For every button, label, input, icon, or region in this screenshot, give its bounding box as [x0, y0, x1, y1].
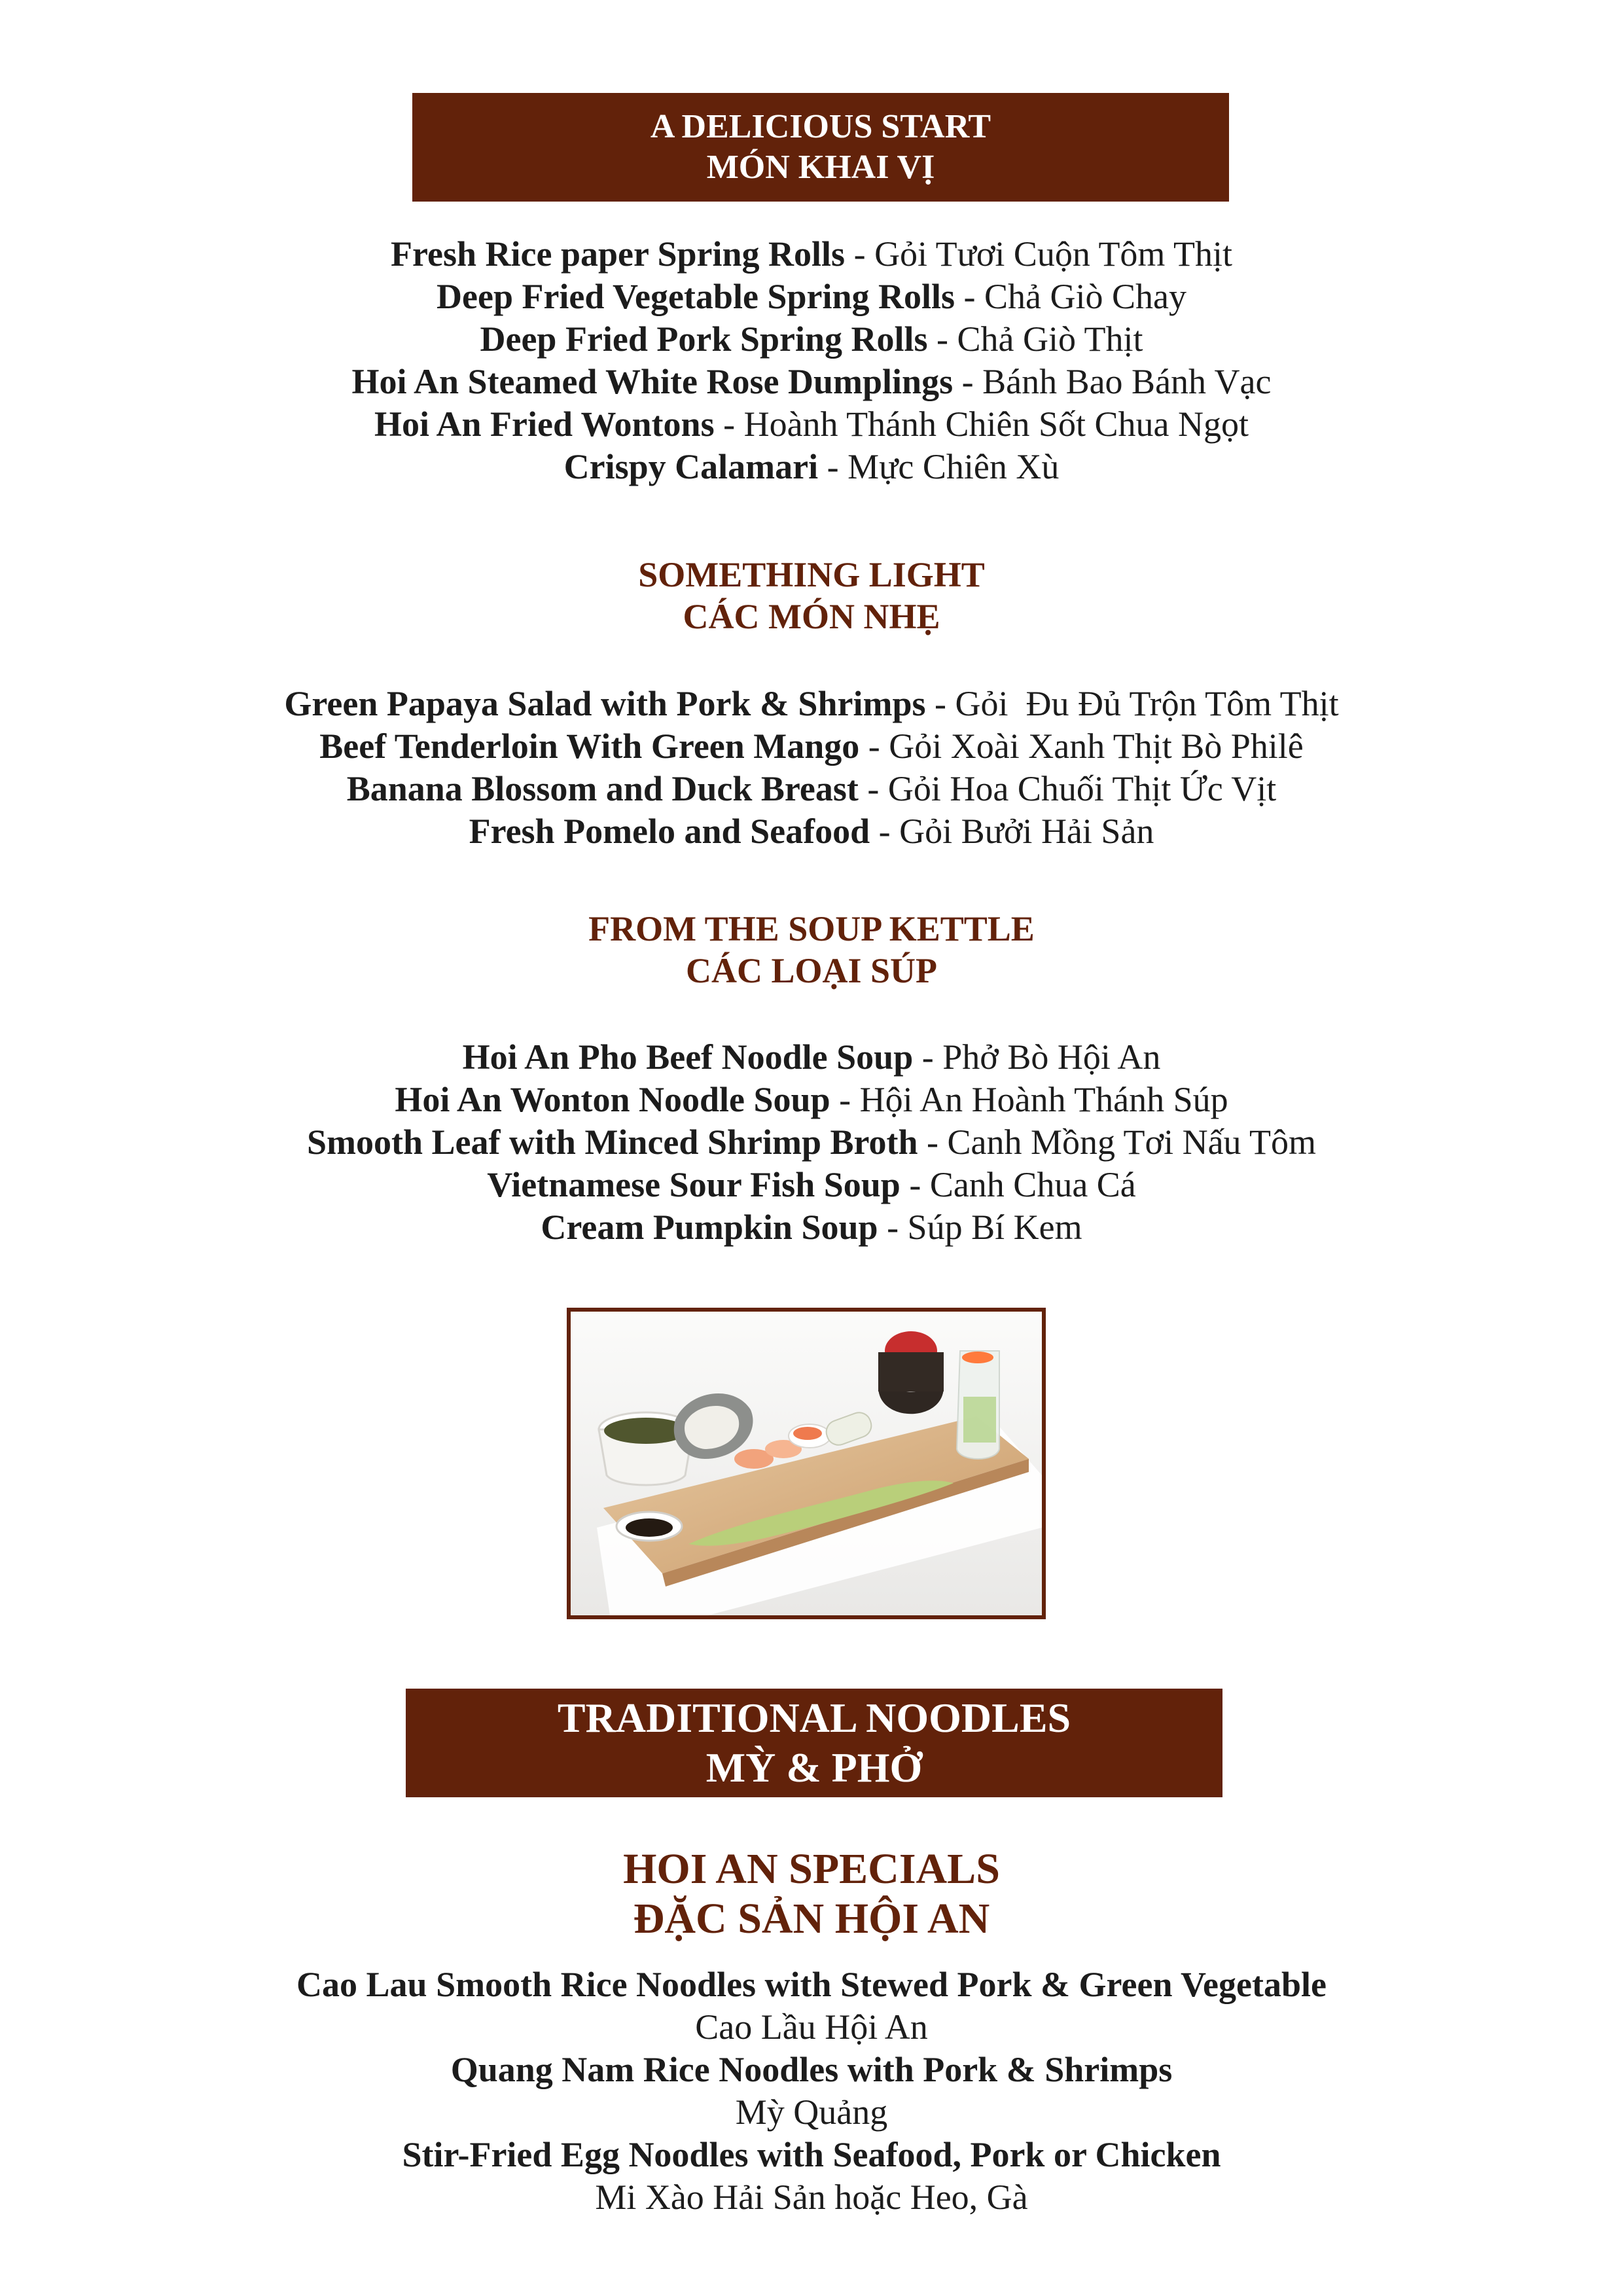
- dish-name-vi: Gỏi Tươi Cuộn Tôm Thịt: [874, 234, 1232, 274]
- menu-item: [0, 446, 1623, 488]
- dish-name-vi: Hội An Hoành Thánh Súp: [859, 1080, 1228, 1119]
- dish-name-vi: Chả Giò Chay: [984, 277, 1186, 316]
- separator: -: [830, 1080, 860, 1119]
- menu-item: [0, 361, 1623, 403]
- menu-list-specials: [0, 1964, 1623, 2219]
- dish-name-en: Green Papaya Salad with Pork & Shrimps: [284, 684, 926, 723]
- section-title-vi: MÓN KHAI VỊ: [706, 149, 935, 186]
- dish-name-vi: Chả Giò Thịt: [957, 319, 1143, 359]
- separator: -: [955, 277, 984, 316]
- dish-name-en: Smooth Leaf with Minced Shrimp Broth: [306, 1122, 918, 1162]
- menu-item: [0, 403, 1623, 446]
- dish-name-vi: Phở Bò Hội An: [942, 1037, 1161, 1077]
- dish-name-vi: Bánh Bao Bánh Vạc: [982, 362, 1272, 401]
- menu-list-starters: [0, 233, 1623, 488]
- section-title-en: HOI AN SPECIALS: [623, 1845, 1000, 1893]
- section-title-en: A DELICIOUS START: [650, 108, 991, 145]
- dish-name-en: Quang Nam Rice Noodles with Pork & Shrimps: [450, 2050, 1173, 2089]
- dish-name-en: Fresh Pomelo and Seafood: [469, 812, 870, 851]
- dish-name-vi: Gỏi Hoa Chuối Thịt Ức Vịt: [887, 769, 1277, 808]
- menu-item: [0, 725, 1623, 768]
- menu-item: [0, 233, 1623, 276]
- dish-name-en: Hoi An Steamed White Rose Dumplings: [351, 362, 954, 401]
- dish-name-en: Hoi An Pho Beef Noodle Soup: [462, 1037, 914, 1077]
- separator: -: [858, 769, 888, 808]
- dish-name-en: Cream Pumpkin Soup: [541, 1208, 878, 1247]
- dish-name-vi: Cao Lầu Hội An: [695, 2007, 928, 2047]
- separator: -: [845, 234, 875, 274]
- dish-name-en: Cao Lau Smooth Rice Noodles with Stewed Pork & Green Vegetable: [296, 1965, 1327, 2004]
- menu-item: [0, 1164, 1623, 1206]
- dish-name-en: Fresh Rice paper Spring Rolls: [391, 234, 846, 274]
- menu-item: [0, 1036, 1623, 1079]
- menu-list-light: [0, 683, 1623, 853]
- separator: -: [900, 1165, 930, 1204]
- separator: -: [870, 812, 900, 851]
- section-heading-specials: [0, 1844, 1623, 1944]
- section-title-vi: ĐẶC SẢN HỘI AN: [633, 1895, 990, 1943]
- dish-name-vi: Canh Chua Cá: [929, 1165, 1136, 1204]
- dish-name-vi: Mỳ Quảng: [735, 2092, 888, 2132]
- menu-item: [0, 2049, 1623, 2134]
- dish-name-en: Stir-Fried Egg Noodles with Seafood, Pork or Chicken: [402, 2135, 1221, 2174]
- separator: -: [714, 404, 744, 444]
- separator: -: [953, 362, 983, 401]
- separator: -: [878, 1208, 908, 1247]
- menu-item: [0, 683, 1623, 725]
- separator: -: [859, 726, 889, 766]
- menu-list-soup: [0, 1036, 1623, 1249]
- section-heading-soup: [0, 908, 1623, 992]
- dish-name-en: Crispy Calamari: [563, 447, 819, 486]
- dish-name-vi: Gỏi Đu Đủ Trộn Tôm Thịt: [955, 684, 1339, 723]
- separator: -: [913, 1037, 943, 1077]
- menu-item: [0, 810, 1623, 853]
- separator: -: [925, 684, 955, 723]
- dish-name-vi: Mực Chiên Xù: [847, 447, 1060, 486]
- separator: -: [918, 1122, 948, 1162]
- section-title-vi: MỲ & PHỞ: [705, 1744, 923, 1791]
- menu-item: [0, 1079, 1623, 1121]
- dish-name-en: Beef Tenderloin With Green Mango: [319, 726, 860, 766]
- menu-item: [0, 318, 1623, 361]
- dish-name-vi: Gỏi Bưởi Hải Sản: [899, 812, 1154, 851]
- section-heading-light: [0, 554, 1623, 637]
- section-title-vi: CÁC LOẠI SÚP: [685, 951, 938, 990]
- dish-name-en: Deep Fried Vegetable Spring Rolls: [437, 277, 955, 316]
- section-title-vi: CÁC MÓN NHẸ: [683, 597, 940, 636]
- dish-name-en: Hoi An Fried Wontons: [374, 404, 715, 444]
- dish-name-vi: Gỏi Xoài Xanh Thịt Bò Philê: [889, 726, 1304, 766]
- dish-name-en: Vietnamese Sour Fish Soup: [487, 1165, 901, 1204]
- dish-name-en: Hoi An Wonton Noodle Soup: [395, 1080, 830, 1119]
- food-photo-illustration: [571, 1312, 1042, 1615]
- separator: -: [818, 447, 848, 486]
- separator: -: [927, 319, 957, 359]
- dish-name-vi: Súp Bí Kem: [907, 1208, 1082, 1247]
- food-photo: [567, 1308, 1046, 1619]
- section-title-en: SOMETHING LIGHT: [638, 555, 985, 594]
- menu-item: [0, 2134, 1623, 2219]
- dish-name-vi: Canh Mồng Tơi Nấu Tôm: [947, 1122, 1317, 1162]
- menu-item: [0, 1121, 1623, 1164]
- dish-name-en: Banana Blossom and Duck Breast: [346, 769, 859, 808]
- menu-item: [0, 1206, 1623, 1249]
- dish-name-en: Deep Fried Pork Spring Rolls: [480, 319, 928, 359]
- dish-name-vi: Mi Xào Hải Sản hoặc Heo, Gà: [595, 2178, 1028, 2217]
- menu-item: [0, 768, 1623, 810]
- menu-item: [0, 276, 1623, 318]
- section-banner-starters: [412, 93, 1229, 202]
- menu-item: [0, 1964, 1623, 2049]
- dish-name-vi: Hoành Thánh Chiên Sốt Chua Ngọt: [743, 404, 1249, 444]
- section-title-en: FROM THE SOUP KETTLE: [588, 909, 1035, 948]
- section-banner-noodles: [406, 1689, 1222, 1797]
- section-title-en: TRADITIONAL NOODLES: [557, 1695, 1071, 1741]
